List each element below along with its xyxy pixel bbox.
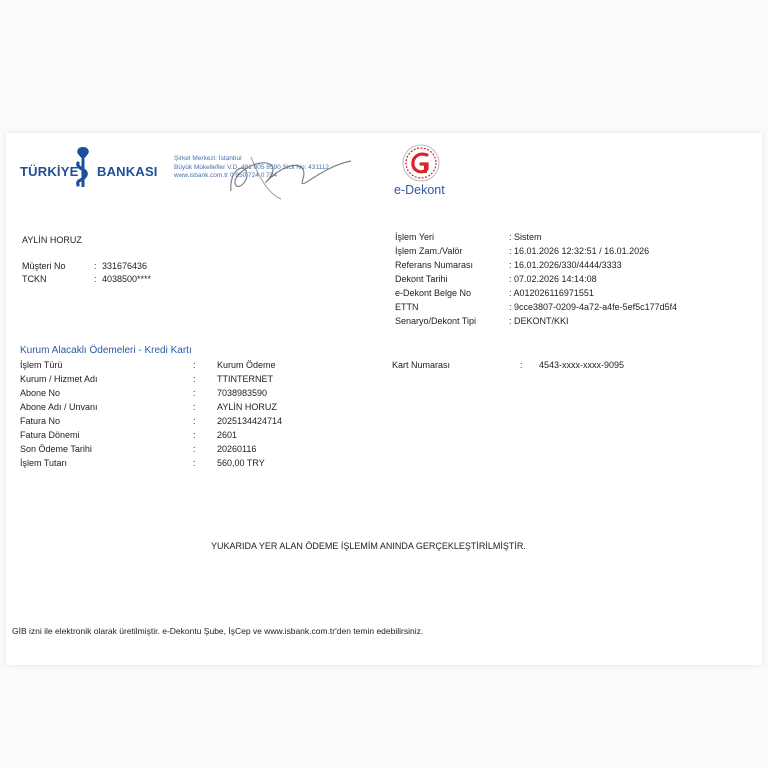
row-label: Son Ödeme Tarihi xyxy=(20,444,92,454)
row-sep: : xyxy=(193,360,196,370)
info-value: : 07.02.2026 14:14:08 xyxy=(509,274,597,284)
row-label: Abone Adı / Unvanı xyxy=(20,402,98,412)
customer-name: AYLİN HORUZ xyxy=(22,235,82,245)
info-label: ETTN xyxy=(395,302,419,312)
row-label: İşlem Türü xyxy=(20,360,63,370)
row-value: TTINTERNET xyxy=(217,374,273,384)
info-label: e-Dekont Belge No xyxy=(395,288,472,298)
company-line-2: Büyük Mükellefler V.D. 481 005 8590 Sicil No: 431112 xyxy=(174,163,329,171)
footer-note: GİB izni ile elektronik olarak üretilmiştir. e-Dekontu Şube, İşCep ve www.isbank.com.tr'den temin edebilirsiniz. xyxy=(12,626,424,636)
row-value: 20260116 xyxy=(217,444,257,454)
row-label: Fatura Dönemi xyxy=(20,430,80,440)
row-sep: : xyxy=(193,444,196,454)
row-label: Abone No xyxy=(20,388,61,398)
row-sep: : xyxy=(193,374,196,384)
row-value: AYLİN HORUZ xyxy=(217,402,277,412)
row-sep: : xyxy=(193,388,196,398)
customer-no-sep: : xyxy=(94,261,97,271)
info-value: : Sistem xyxy=(509,232,542,242)
isbank-key-icon xyxy=(72,145,94,189)
card-number-sep: : xyxy=(520,360,523,370)
bank-name-left: TÜRKİYE xyxy=(20,164,79,179)
info-value: : DEKONT/KKI xyxy=(509,316,569,326)
info-label: Referans Numarası xyxy=(395,260,474,270)
row-sep: : xyxy=(193,402,196,412)
row-label: İşlem Tutarı xyxy=(20,458,68,468)
section-title: Kurum Alacaklı Ödemeleri - Kredi Kartı xyxy=(20,345,192,356)
tckn-value: 4038500**** xyxy=(102,274,152,284)
confirmation-text: YUKARIDA YER ALAN ÖDEME İŞLEMİM ANINDA GERÇEKLEŞTİRİLMİŞTİR. xyxy=(211,541,526,551)
info-label: Dekont Tarihi xyxy=(395,274,448,284)
tckn-sep: : xyxy=(94,274,97,284)
row-sep: : xyxy=(193,458,196,468)
row-value: 7038983590 xyxy=(217,388,268,398)
row-label: Kurum / Hizmet Adı xyxy=(20,374,98,384)
edekont-label: e-Dekont xyxy=(394,183,445,197)
signature xyxy=(201,143,371,203)
info-value: : 9cce3807-0209-4a72-a4fe-5ef5c177d5f4 xyxy=(509,302,678,312)
info-label: Senaryo/Dekont Tipi xyxy=(395,316,477,326)
info-value: : 16.01.2026 12:32:51 / 16.01.2026 xyxy=(509,246,650,256)
company-line-3: www.isbank.com.tr 0 850 724 0 724 xyxy=(174,172,277,179)
info-value: : 16.01.2026/330/4444/3333 xyxy=(509,260,622,270)
edekont-logo-icon xyxy=(401,143,441,183)
row-label: Fatura No xyxy=(20,416,61,426)
customer-no-label: Müşteri No xyxy=(22,261,66,271)
tckn-label: TCKN xyxy=(22,274,47,284)
row-sep: : xyxy=(193,430,196,440)
bank-name-right: BANKASI xyxy=(97,164,158,179)
info-label: İşlem Yeri xyxy=(395,232,435,242)
row-value: Kurum Ödeme xyxy=(217,360,276,370)
receipt-document xyxy=(6,133,762,665)
row-sep: : xyxy=(193,416,196,426)
card-number-value: 4543-xxxx-xxxx-9095 xyxy=(539,360,625,370)
info-value: : A012026116971551 xyxy=(509,288,594,298)
row-value: 2601 xyxy=(217,430,238,440)
card-number-label: Kart Numarası xyxy=(392,360,451,370)
row-value: 2025134424714 xyxy=(217,416,283,426)
info-label: İşlem Zam./Valör xyxy=(395,246,463,256)
row-value: 560,00 TRY xyxy=(217,458,265,468)
company-line-1: Şirket Merkezi: İstanbul xyxy=(174,155,242,162)
customer-no-value: 331676436 xyxy=(102,261,148,271)
